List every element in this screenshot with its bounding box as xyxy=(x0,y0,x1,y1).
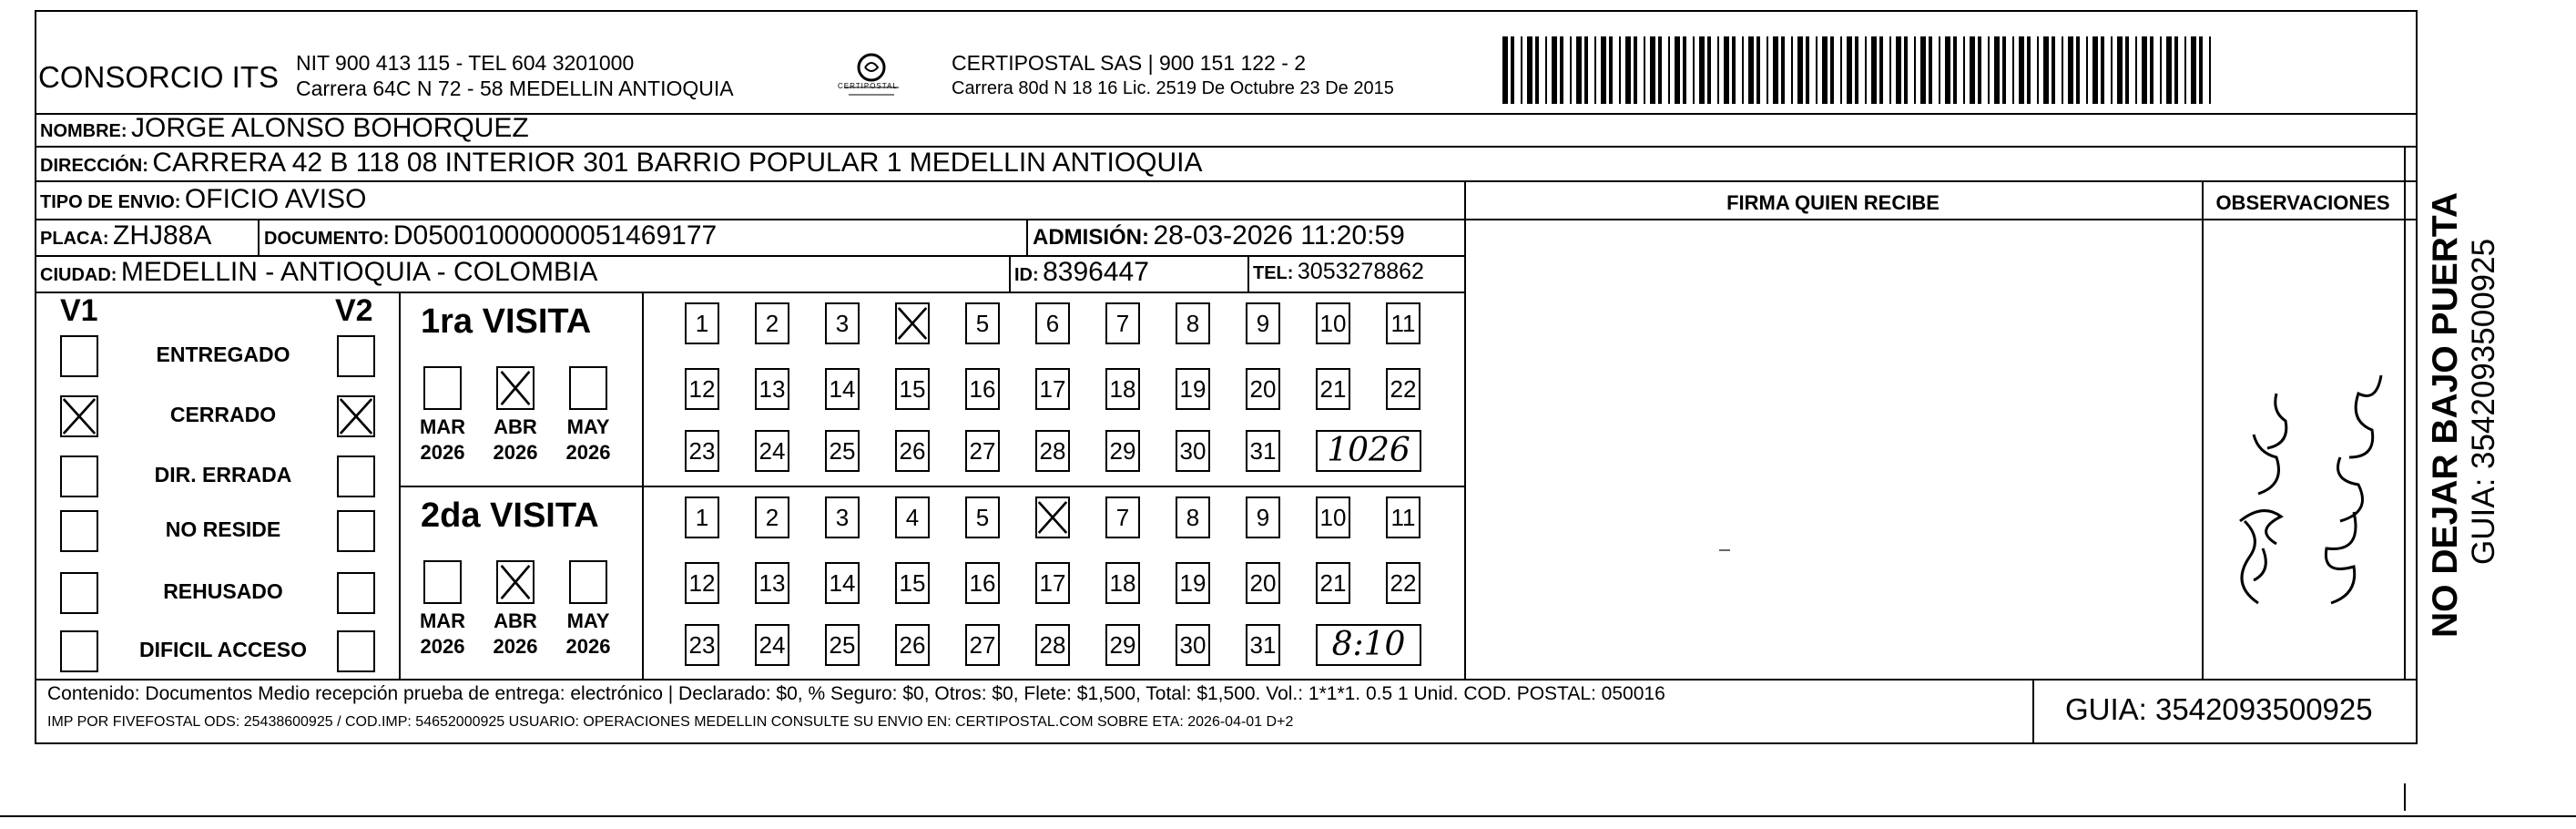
tel-label: TEL: xyxy=(1253,263,1294,283)
day-box[interactable]: 1 xyxy=(685,302,719,344)
day-box[interactable]: 14 xyxy=(825,562,860,604)
day-box[interactable] xyxy=(1035,496,1070,538)
month-checkbox[interactable] xyxy=(569,366,607,410)
day-box[interactable]: 8 xyxy=(1176,496,1210,538)
day-box[interactable]: 3 xyxy=(825,302,860,344)
status-checkbox-v2[interactable] xyxy=(337,572,375,614)
certipostal-logo xyxy=(830,47,912,102)
month-year: 2026 xyxy=(565,441,611,464)
day-box[interactable]: 12 xyxy=(685,562,719,604)
nombre-value: JORGE ALONSO BOHORQUEZ xyxy=(131,113,529,143)
day-box[interactable]: 18 xyxy=(1105,368,1140,410)
day-box[interactable]: 9 xyxy=(1246,496,1280,538)
company-address: Carrera 64C N 72 - 58 MEDELLIN ANTIOQUIA xyxy=(296,77,734,100)
day-box[interactable]: 4 xyxy=(895,496,930,538)
month-year: 2026 xyxy=(493,441,538,464)
day-box[interactable]: 11 xyxy=(1386,496,1420,538)
stray-mark xyxy=(1719,549,1730,551)
footer-guia: GUIA: 3542093500925 xyxy=(2065,692,2373,726)
day-box[interactable]: 24 xyxy=(755,624,789,666)
status-checkbox-v2[interactable] xyxy=(337,395,375,437)
day-box[interactable]: 15 xyxy=(895,562,930,604)
day-box[interactable]: 19 xyxy=(1176,562,1210,604)
day-box[interactable]: 12 xyxy=(685,368,719,410)
day-box[interactable]: 3 xyxy=(825,496,860,538)
status-label: NO RESIDE xyxy=(165,517,281,541)
x-mark-icon xyxy=(1037,498,1068,537)
day-box[interactable]: 7 xyxy=(1105,496,1140,538)
day-box[interactable]: 31 xyxy=(1246,624,1280,666)
status-checkbox-v1[interactable] xyxy=(60,630,98,672)
day-box[interactable]: 21 xyxy=(1316,368,1350,410)
id-cell xyxy=(1014,257,1149,288)
v2-label: V2 xyxy=(335,293,373,328)
documento-cell xyxy=(264,220,717,251)
status-checkbox-v2[interactable] xyxy=(337,335,375,377)
tel-cell xyxy=(1253,259,1424,285)
admision-cell xyxy=(1033,220,1405,251)
status-checkbox-v1[interactable] xyxy=(60,455,98,497)
direccion-row xyxy=(40,148,1203,179)
day-box[interactable]: 11 xyxy=(1386,302,1420,344)
direccion-label: DIRECCIÓN: xyxy=(40,156,148,176)
day-box[interactable]: 26 xyxy=(895,430,930,472)
day-box[interactable]: 22 xyxy=(1386,562,1420,604)
day-box[interactable]: 22 xyxy=(1386,368,1420,410)
side-guia: GUIA: 3542093500925 xyxy=(2466,238,2501,565)
status-checkbox-v2[interactable] xyxy=(337,455,375,497)
page-edge xyxy=(0,815,2576,817)
logo-text: CERTIPOSTAL xyxy=(838,82,898,90)
nombre-label: NOMBRE: xyxy=(40,121,127,141)
status-label: DIR. ERRADA xyxy=(154,463,292,486)
day-box[interactable]: 21 xyxy=(1316,562,1350,604)
v1-label: V1 xyxy=(60,293,98,328)
col-line xyxy=(2404,146,2406,679)
side-no-dejar: NO DEJAR BAJO PUERTA xyxy=(2426,191,2465,638)
day-box[interactable]: 30 xyxy=(1176,624,1210,666)
day-box[interactable]: 27 xyxy=(965,624,1000,666)
month-checkbox[interactable] xyxy=(423,560,462,604)
month-checkbox[interactable] xyxy=(423,366,462,410)
status-label: ENTREGADO xyxy=(156,343,290,366)
day-box[interactable]: 2 xyxy=(755,496,789,538)
day-box[interactable]: 10 xyxy=(1316,302,1350,344)
day-box[interactable]: 28 xyxy=(1035,624,1070,666)
footer-content: Contenido: Documentos Medio recepción prueba de entrega: electrónico | Declarado: $0, % Seguro: $0, Otros: $0, Flete: $1,500, Total: $1,500. Vol.: 1*1*1. 0.5 1 Unid. COD. POSTAL: 050016 xyxy=(47,683,1665,704)
day-box[interactable]: 29 xyxy=(1105,430,1140,472)
day-box[interactable]: 23 xyxy=(685,430,719,472)
month-name: MAR xyxy=(419,415,466,438)
day-box[interactable]: 1 xyxy=(685,496,719,538)
row-line xyxy=(35,180,2418,182)
col-line xyxy=(1009,255,1011,292)
day-box[interactable]: 2 xyxy=(755,302,789,344)
day-box[interactable]: 14 xyxy=(825,368,860,410)
nombre-row xyxy=(40,113,529,144)
col-line xyxy=(2032,679,2034,744)
id-value: 8396447 xyxy=(1043,257,1149,287)
status-checkbox-v1[interactable] xyxy=(60,510,98,552)
observaciones-area[interactable] xyxy=(2204,220,2402,676)
day-box[interactable]: 9 xyxy=(1246,302,1280,344)
day-box[interactable]: 24 xyxy=(755,430,789,472)
day-box[interactable]: 30 xyxy=(1176,430,1210,472)
month-name: MAY xyxy=(566,415,610,438)
ciudad-value: MEDELLIN - ANTIOQUIA - COLOMBIA xyxy=(120,257,598,287)
month-checkbox[interactable] xyxy=(569,560,607,604)
visit-time-box[interactable]: 8:10 xyxy=(1316,624,1421,666)
day-box[interactable]: 17 xyxy=(1035,562,1070,604)
row-line xyxy=(399,486,1464,487)
day-box[interactable]: 26 xyxy=(895,624,930,666)
status-label: REHUSADO xyxy=(163,579,283,603)
barcode-icon xyxy=(1502,36,2222,104)
tel-value: 3053278862 xyxy=(1297,259,1424,284)
placa-label: PLACA: xyxy=(40,229,109,249)
day-box[interactable]: 5 xyxy=(965,496,1000,538)
day-box[interactable]: 25 xyxy=(825,624,860,666)
day-box[interactable]: 8 xyxy=(1176,302,1210,344)
day-box[interactable]: 15 xyxy=(895,368,930,410)
day-box[interactable]: 6 xyxy=(1035,302,1070,344)
status-label: DIFICIL ACCESO xyxy=(138,638,307,661)
status-checkbox-v1[interactable] xyxy=(60,335,98,377)
month-name: MAR xyxy=(419,609,466,632)
x-mark-icon xyxy=(498,368,533,408)
row-line xyxy=(35,679,2418,681)
day-box[interactable]: 29 xyxy=(1105,624,1140,666)
day-box[interactable]: 20 xyxy=(1246,562,1280,604)
day-box[interactable]: 13 xyxy=(755,368,789,410)
id-label: ID: xyxy=(1014,265,1039,285)
day-box[interactable]: 25 xyxy=(825,430,860,472)
month-year: 2026 xyxy=(420,635,465,658)
tipo-value: OFICIO AVISO xyxy=(184,184,367,214)
certipostal-line1: CERTIPOSTAL SAS | 900 151 122 - 2 xyxy=(952,51,1307,75)
observaciones-header: OBSERVACIONES xyxy=(2215,191,2390,214)
visit-time-box[interactable]: 1026 xyxy=(1316,430,1421,472)
col-line xyxy=(1026,219,1028,255)
day-box[interactable] xyxy=(895,302,930,344)
handwritten-observation xyxy=(2204,220,2402,676)
month-year: 2026 xyxy=(420,441,465,464)
month-name: ABR xyxy=(494,609,537,632)
footer-imp: IMP POR FIVEFOSTAL ODS: 25438600925 / COD.IMP: 54652000925 USUARIO: OPERACIONES MEDELLIN CONSULTE SU ENVIO EN: CERTIPOSTAL.COM SOBRE ETA: 2026-04-01 D+2 xyxy=(47,714,1294,730)
day-box[interactable]: 23 xyxy=(685,624,719,666)
col-line xyxy=(258,219,260,255)
month-checkbox[interactable] xyxy=(496,366,535,410)
ciudad-label: CIUDAD: xyxy=(40,265,117,285)
day-box[interactable]: 7 xyxy=(1105,302,1140,344)
page-edge-right xyxy=(2404,783,2406,811)
visit-title: 2da VISITA xyxy=(421,496,599,535)
status-checkbox-v2[interactable] xyxy=(337,630,375,672)
status-checkbox-v1[interactable] xyxy=(60,395,98,437)
status-checkbox-v2[interactable] xyxy=(337,510,375,552)
documento-label: DOCUMENTO: xyxy=(264,229,390,249)
day-box[interactable]: 16 xyxy=(965,562,1000,604)
status-label: CERRADO xyxy=(169,403,277,426)
placa-value: ZHJ88A xyxy=(113,220,212,251)
month-checkbox[interactable] xyxy=(496,560,535,604)
day-box[interactable]: 28 xyxy=(1035,430,1070,472)
documento-value: D05001000000051469177 xyxy=(392,220,718,251)
x-mark-icon xyxy=(498,562,533,602)
company-nit-tel: NIT 900 413 115 - TEL 604 3201000 xyxy=(296,51,635,75)
month-year: 2026 xyxy=(493,635,538,658)
certipostal-line2: Carrera 80d N 18 16 Lic. 2519 De Octubre 23 De 2015 xyxy=(952,78,1394,98)
x-mark-icon xyxy=(897,304,928,343)
x-mark-icon xyxy=(62,397,97,435)
row-line xyxy=(35,292,1464,293)
day-box[interactable]: 20 xyxy=(1246,368,1280,410)
day-box[interactable]: 19 xyxy=(1176,368,1210,410)
day-box[interactable]: 13 xyxy=(755,562,789,604)
firma-header: FIRMA QUIEN RECIBE xyxy=(1726,191,1940,214)
admision-value: 28-03-2026 11:20:59 xyxy=(1153,220,1405,251)
x-mark-icon xyxy=(339,397,373,435)
month-year: 2026 xyxy=(565,635,611,658)
day-box[interactable]: 5 xyxy=(965,302,1000,344)
firma-area[interactable] xyxy=(1466,220,2200,676)
month-name: MAY xyxy=(566,609,610,632)
day-box[interactable]: 17 xyxy=(1035,368,1070,410)
day-box[interactable]: 31 xyxy=(1246,430,1280,472)
col-line xyxy=(1247,255,1249,292)
month-name: ABR xyxy=(494,415,537,438)
ciudad-cell xyxy=(40,257,597,288)
company-name: CONSORCIO ITS xyxy=(38,60,280,94)
tipo-label: TIPO DE ENVIO: xyxy=(40,192,181,212)
status-checkbox-v1[interactable] xyxy=(60,572,98,614)
visit-title: 1ra VISITA xyxy=(421,302,592,341)
day-box[interactable]: 27 xyxy=(965,430,1000,472)
placa-cell xyxy=(40,220,211,251)
day-box[interactable]: 10 xyxy=(1316,496,1350,538)
admision-label: ADMISIÓN: xyxy=(1033,225,1149,250)
day-box[interactable]: 16 xyxy=(965,368,1000,410)
day-box[interactable]: 18 xyxy=(1105,562,1140,604)
direccion-value: CARRERA 42 B 118 08 INTERIOR 301 BARRIO POPULAR 1 MEDELLIN ANTIOQUIA xyxy=(152,148,1203,178)
tipo-row xyxy=(40,184,366,215)
